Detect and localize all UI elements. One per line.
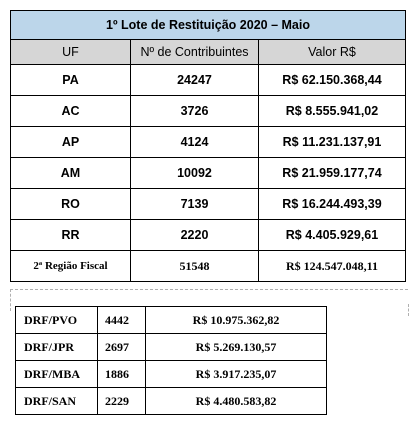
table-header-row bbox=[11, 40, 406, 65]
dashed-frame-top bbox=[10, 289, 408, 290]
dashed-frame-left bbox=[10, 289, 11, 311]
uf-cell: PA bbox=[11, 65, 131, 96]
table-row bbox=[16, 334, 327, 361]
contribuintes-cell: 3726 bbox=[131, 96, 259, 127]
contribuintes-cell: 7139 bbox=[131, 189, 259, 220]
drf-value-cell: R$ 10.975.362,82 bbox=[146, 307, 327, 334]
restitution-summary-table bbox=[10, 10, 406, 282]
uf-cell: RO bbox=[11, 189, 131, 220]
contribuintes-cell: 24247 bbox=[131, 65, 259, 96]
dashed-frame-corner bbox=[408, 304, 412, 316]
table-total-row bbox=[11, 251, 406, 282]
drf-breakdown-table bbox=[15, 306, 327, 415]
table-row bbox=[16, 307, 327, 334]
uf-cell: AP bbox=[11, 127, 131, 158]
drf-value-cell: R$ 5.269.130,57 bbox=[146, 334, 327, 361]
column-header-valor: Valor R$ bbox=[259, 40, 406, 65]
uf-cell: AC bbox=[11, 96, 131, 127]
table-title: 1º Lote de Restituição 2020 – Maio bbox=[11, 11, 406, 40]
table-row bbox=[11, 96, 406, 127]
drf-count-cell: 1886 bbox=[98, 361, 146, 388]
drf-value-cell: R$ 4.480.583,82 bbox=[146, 388, 327, 415]
uf-cell: RR bbox=[11, 220, 131, 251]
drf-name-cell: DRF/MBA bbox=[16, 361, 98, 388]
contribuintes-cell: 4124 bbox=[131, 127, 259, 158]
table-row bbox=[11, 189, 406, 220]
valor-cell: R$ 11.231.137,91 bbox=[259, 127, 406, 158]
drf-value-cell: R$ 3.917.235,07 bbox=[146, 361, 327, 388]
table-row bbox=[16, 361, 327, 388]
table-title-row bbox=[11, 11, 406, 40]
valor-cell: R$ 16.244.493,39 bbox=[259, 189, 406, 220]
valor-cell: R$ 21.959.177,74 bbox=[259, 158, 406, 189]
drf-name-cell: DRF/PVO bbox=[16, 307, 98, 334]
drf-count-cell: 4442 bbox=[98, 307, 146, 334]
drf-name-cell: DRF/JPR bbox=[16, 334, 98, 361]
drf-count-cell: 2697 bbox=[98, 334, 146, 361]
drf-name-cell: DRF/SAN bbox=[16, 388, 98, 415]
table-row bbox=[11, 65, 406, 96]
total-valor-cell: R$ 124.547.048,11 bbox=[259, 251, 406, 282]
valor-cell: R$ 8.555.941,02 bbox=[259, 96, 406, 127]
contribuintes-cell: 2220 bbox=[131, 220, 259, 251]
total-contribuintes-cell: 51548 bbox=[131, 251, 259, 282]
valor-cell: R$ 62.150.368,44 bbox=[259, 65, 406, 96]
total-region-cell: 2ª Região Fiscal bbox=[11, 251, 131, 282]
valor-cell: R$ 4.405.929,61 bbox=[259, 220, 406, 251]
column-header-contribuintes: Nº de Contribuintes bbox=[131, 40, 259, 65]
table-row bbox=[11, 127, 406, 158]
table-row bbox=[11, 158, 406, 189]
table-row bbox=[11, 220, 406, 251]
drf-count-cell: 2229 bbox=[98, 388, 146, 415]
column-header-uf: UF bbox=[11, 40, 131, 65]
table-row bbox=[16, 388, 327, 415]
contribuintes-cell: 10092 bbox=[131, 158, 259, 189]
uf-cell: AM bbox=[11, 158, 131, 189]
